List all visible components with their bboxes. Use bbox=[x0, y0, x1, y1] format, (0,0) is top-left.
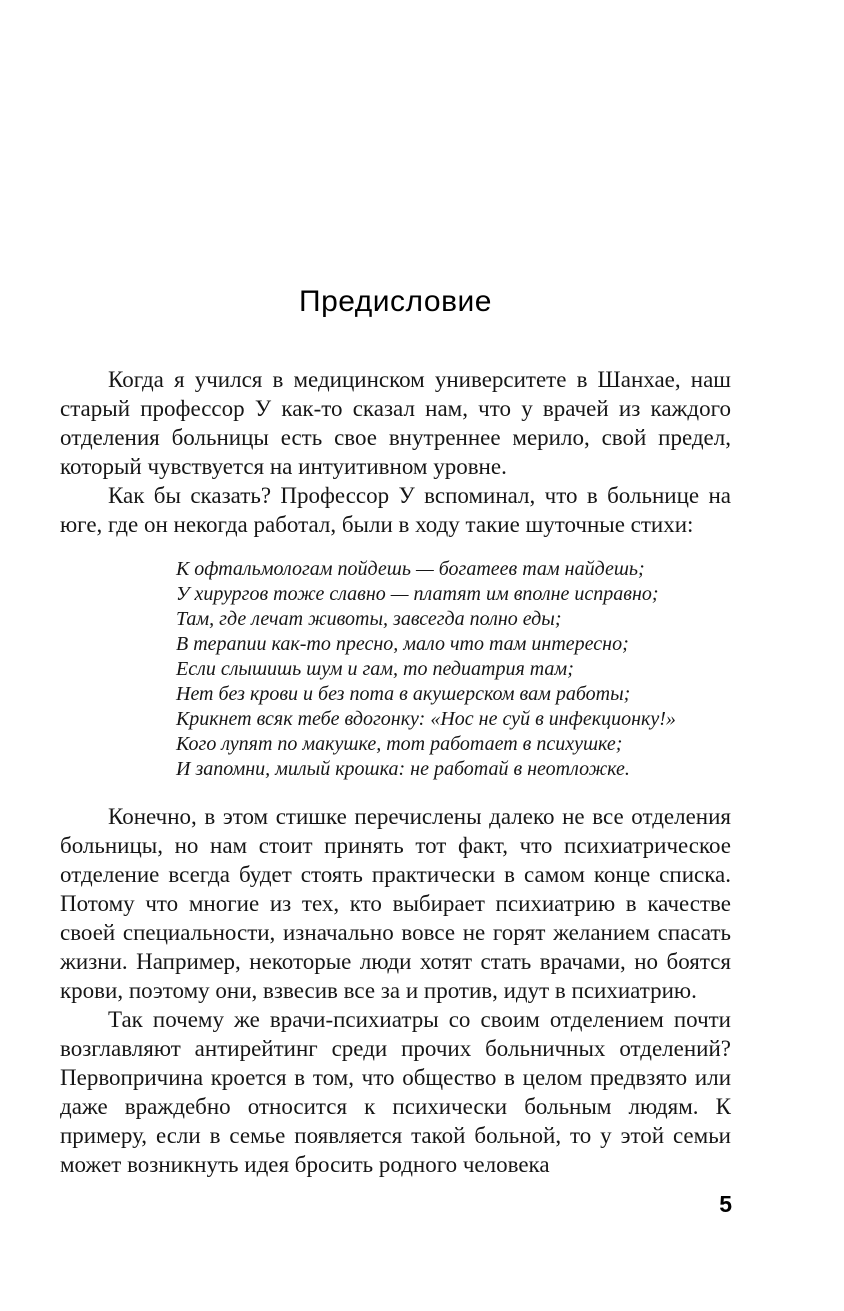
verse-line: Там, где лечат животы, завсегда полно еды; bbox=[176, 608, 562, 630]
paragraph-konechno: Конечно, в этом стишке перечислены далеко не все отделения больницы, но нам стоит принять тот факт, что психиатрическое отделение всегда будет стоять практически в самом конце списка. Потому что многие из тех, кто выбирает психиатрию в качестве своей специальности, изначально вовсе не горят желанием спасать жизни. Например, некоторые люди хотят стать врачами, но боятся крови, поэтому они, взвесив все за и против, идут в психиатрию. bbox=[60, 804, 731, 1003]
verse-line: Нет без крови и без пота в акушерском вам работы; bbox=[176, 683, 631, 705]
verse-line: Кого лупят по макушке, тот работает в психушке; bbox=[176, 733, 623, 755]
page-content bbox=[60, 285, 731, 1179]
verse-block bbox=[176, 557, 731, 782]
page-number: 5 bbox=[719, 1191, 732, 1217]
verse-line: В терапии как-то пресно, мало что там интересно; bbox=[176, 633, 629, 655]
verse-line: И запомни, милый крошка: не работай в неотложке. bbox=[176, 758, 630, 780]
verse-line: У хирургов тоже славно — платят им вполне исправно; bbox=[176, 583, 659, 605]
paragraph-tak-pochemu: Так почему же врачи-психиатры со своим отделением почти возглавляют антирейтинг среди прочих больничных отделений? Первопричина кроется в том, что общество в целом предвзято или даже враждебно относится к психически больным людям. К примеру, если в семье появляется такой больной, то у этой семьи может возникнуть идея бросить родного человека bbox=[60, 1007, 731, 1177]
paragraph-professor: Как бы сказать? Профессор У вспоминал, что в больнице на юге, где он некогда работал, были в ходу такие шуточные стихи: bbox=[60, 483, 731, 537]
paragraph-intro: Когда я учился в медицинском университете в Шанхае, наш старый профессор У как-то сказал нам, что у врачей из каждого отделения больницы есть свое внутреннее мерило, свой предел, который чувствуется на интуитивном уровне. bbox=[60, 367, 731, 479]
verse-line: Крикнет всяк тебе вдогонку: «Нос не суй в инфекционку!» bbox=[176, 708, 676, 730]
verse-line: К офтальмологам пойдешь — богатеев там найдешь; bbox=[176, 558, 645, 580]
chapter-title: Предисловие bbox=[299, 285, 492, 318]
verse-line: Если слышишь шум и гам, то педиатрия там; bbox=[176, 658, 574, 680]
